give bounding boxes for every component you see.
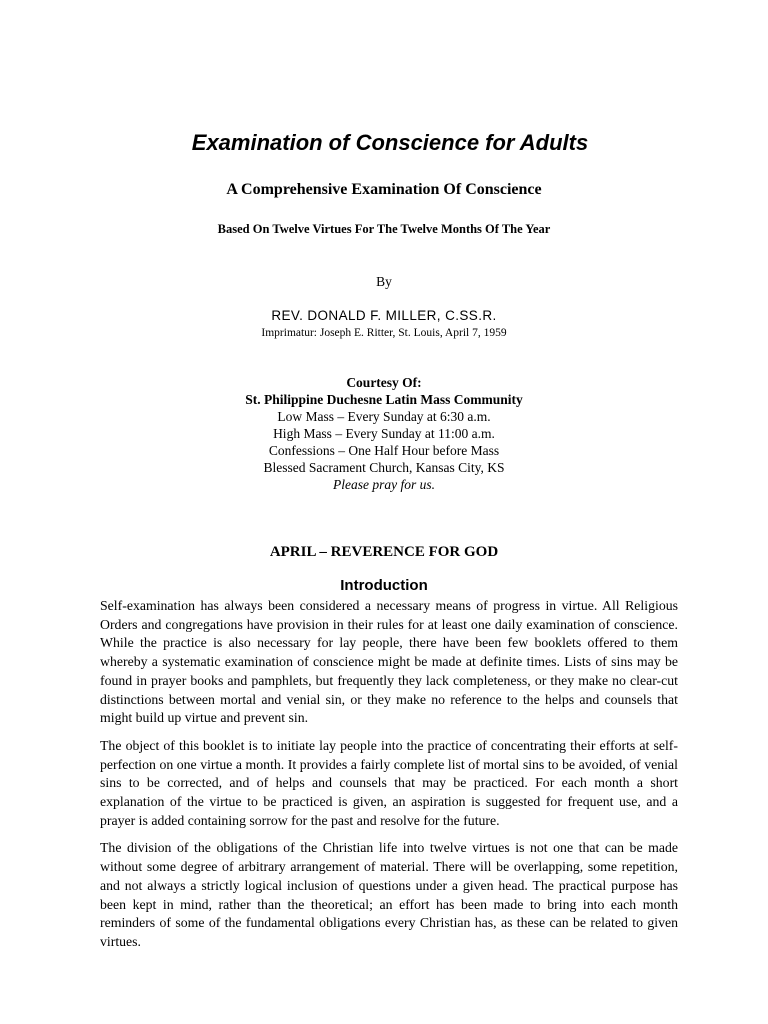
confessions-schedule: Confessions – One Half Hour before Mass — [268, 443, 500, 458]
courtesy-heading: Courtesy Of: — [346, 375, 422, 390]
document-title: Examination of Conscience for Adults — [191, 130, 589, 155]
by-line: By — [376, 274, 392, 289]
high-mass-schedule: High Mass – Every Sunday at 11:00 a.m. — [273, 426, 495, 441]
low-mass-schedule: Low Mass – Every Sunday at 6:30 a.m. — [277, 409, 491, 424]
paragraph: The object of this booklet is to initiate lay people into the practice of concentrating their efforts at self-perfection on one virtue a month. It provides a fairly complete list of mortal sins to be avoided, of venial sins to be corrected, and of helps and counsels that may be practiced. For each month a short explanation of the virtue to be practiced is given, an aspiration is suggested for frequent use, and a prayer is added containing sorrow for the past and resolve for the future. — [100, 737, 678, 828]
paragraph: Self-examination has always been considered a necessary means of progress in virtue. All Religious Orders and congregations have provision in their rules for at least one daily examination of conscience. While the practice is also necessary for lay people, there have been few booklets offered to them whereby a systematic examination of conscience might be made at definite times. Lists of sins may be found in prayer books and pamphlets, but frequently they lack completeness, or they make no clear-cut distinctions between mortal and venial sin, or they make no reference to the helps and counsels that might build up virtue and prevent sin. — [100, 598, 678, 726]
courtesy-block — [0, 374, 768, 493]
introduction-body — [100, 597, 678, 961]
document-basis-line: Based On Twelve Virtues For The Twelve Months Of The Year — [217, 222, 551, 236]
section-heading: Introduction — [340, 577, 428, 594]
imprimatur-line: Imprimatur: Joseph E. Ritter, St. Louis, April 7, 1959 — [261, 327, 507, 339]
community-name: St. Philippine Duchesne Latin Mass Community — [245, 392, 523, 407]
month-heading: APRIL – REVERENCE FOR GOD — [269, 544, 499, 560]
prayer-request: Please pray for us. — [333, 477, 435, 492]
document-subtitle: A Comprehensive Examination Of Conscience — [226, 181, 542, 198]
author-name: REV. DONALD F. MILLER, C.SS.R. — [271, 308, 497, 323]
paragraph: The division of the obligations of the Christian life into twelve virtues is not one that can be made without some degree of arbitrary arrangement of material. There will be overlapping, some repetition, and not always a strictly logical inclusion of questions under a given head. The practical purpose has been kept in mind, rather than the theoretical; an effort has been made to bring into each month reminders of some of the fundamental obligations every Christian has, as these can be related to given virtues. — [100, 840, 678, 949]
church-location: Blessed Sacrament Church, Kansas City, KS — [263, 460, 505, 475]
